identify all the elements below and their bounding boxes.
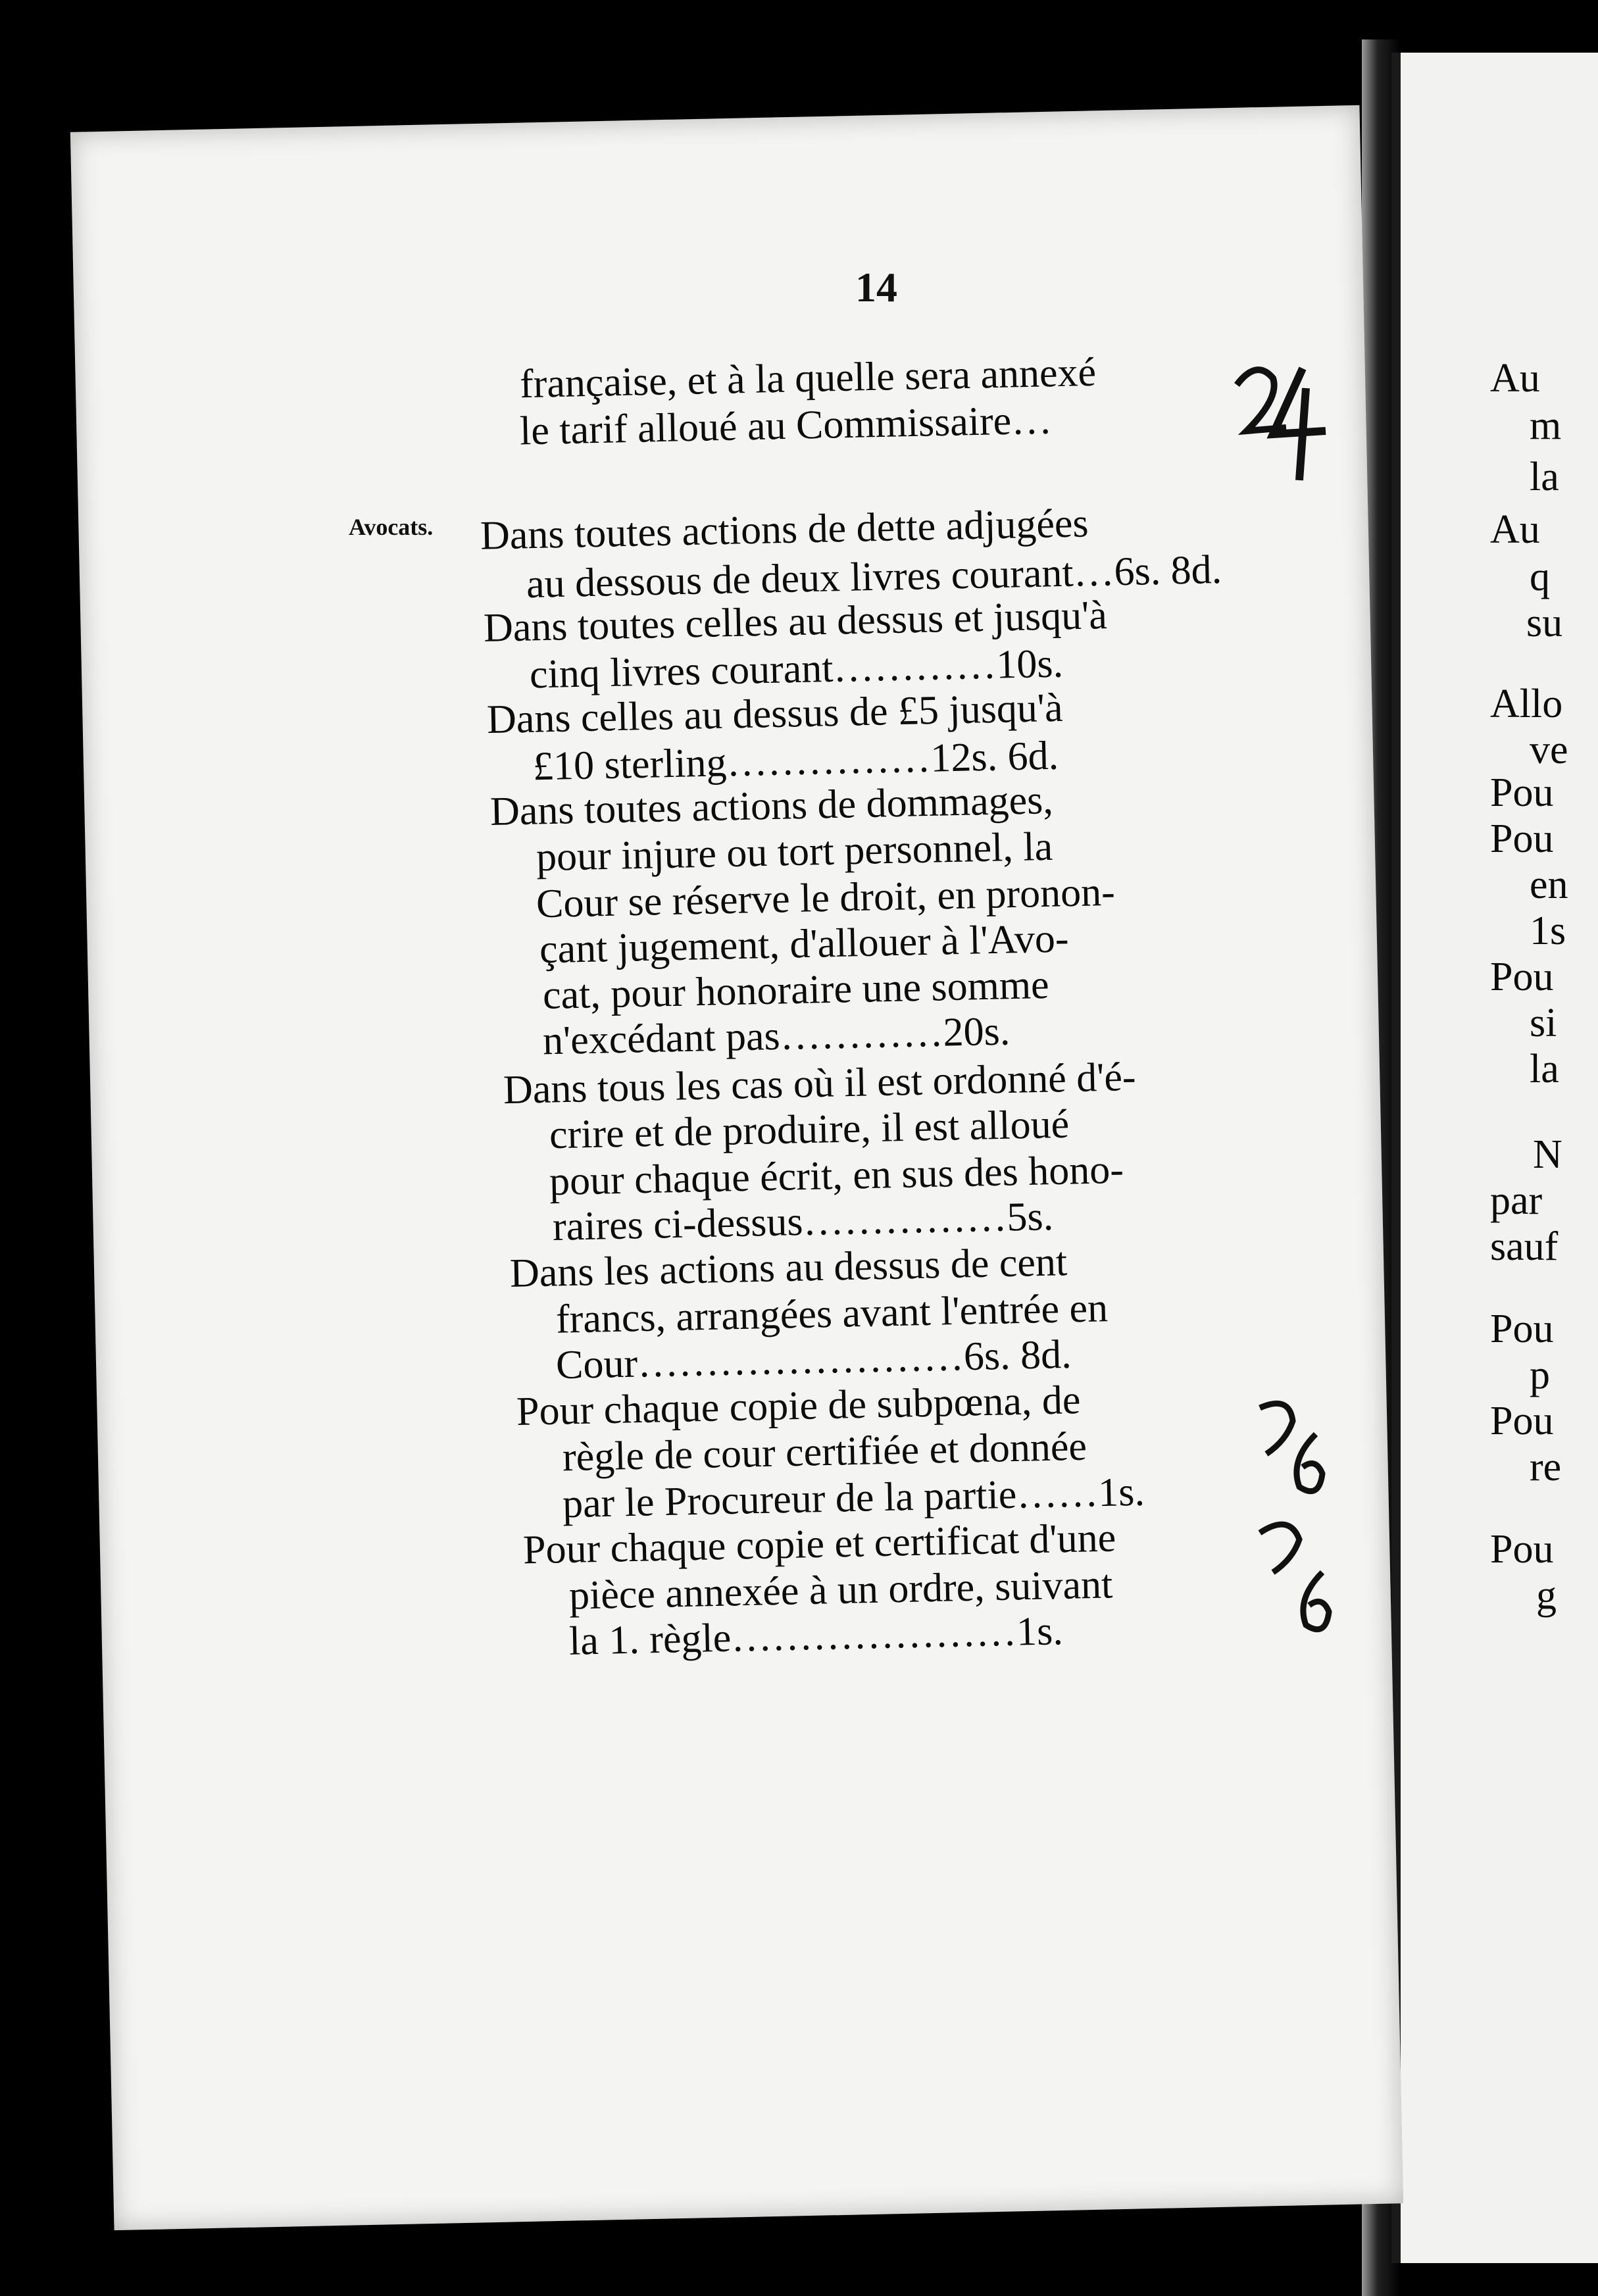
facing-page-text: Pou (1490, 1307, 1554, 1351)
text-line: çant jugement, d'allouer à l'Avo- (539, 916, 1070, 972)
text-line: n'excédant pas…………20s. (542, 1009, 1011, 1064)
text-line: Dans celles au dessus de £5 jusqu'à (486, 685, 1064, 743)
facing-page-text: Allo (1490, 682, 1563, 726)
text-line: la 1. règle…………………1s. (568, 1609, 1064, 1664)
facing-page-text: ve (1530, 728, 1568, 772)
text-line: au dessous de deux livres courant…6s. 8d. (526, 547, 1222, 607)
text-line: pièce annexée à un ordre, suivant (568, 1562, 1113, 1618)
text-line: par le Procureur de la partie……1s. (562, 1469, 1145, 1527)
text-line: Cour se réserve le droit, en pronon- (536, 869, 1116, 927)
text-line: Dans toutes celles au dessus et jusqu'à (483, 593, 1108, 651)
facing-page-text: re (1530, 1445, 1562, 1489)
text-line: Dans toutes actions de dette adjugées (480, 501, 1089, 559)
text-line: francs, arrangées avant l'entrée en (555, 1285, 1109, 1342)
handwritten-mark (1273, 368, 1326, 480)
facing-page-text: Pou (1490, 816, 1554, 861)
text-line: pour injure ou tort personnel, la (536, 824, 1053, 880)
facing-page-text: si (1530, 1001, 1557, 1045)
text-line: raires ci-dessus……………5s. (552, 1194, 1054, 1249)
text-line: Pour chaque copie et certificat d'une (522, 1515, 1116, 1573)
text-line: le tarif alloué au Commissaire… (519, 397, 1053, 454)
handwritten-mark (1260, 1524, 1299, 1572)
text-line: Dans tous les cas où il est ordonné d'é- (503, 1054, 1137, 1113)
facing-page-text: g (1536, 1573, 1557, 1618)
handwritten-mark (1297, 1434, 1322, 1491)
facing-page-text: Pou (1490, 955, 1554, 999)
facing-page-text: q (1530, 555, 1550, 599)
text-line: Dans les actions au dessus de cent (509, 1239, 1068, 1296)
facing-page-text: Pou (1490, 1527, 1554, 1572)
facing-page-text: 1s (1530, 909, 1566, 953)
page-number: 14 (855, 264, 897, 311)
text-line: crire et de produire, il est alloué (549, 1101, 1070, 1158)
text-line: règle de cour certifiée et donnée (562, 1424, 1087, 1480)
margin-note: Avocats. (349, 514, 434, 540)
facing-page-text: en (1530, 862, 1568, 907)
handwritten-mark (1303, 1572, 1329, 1630)
facing-page-text: p (1530, 1353, 1550, 1397)
text-line: pour chaque écrit, en sus des hono- (549, 1147, 1124, 1205)
facing-page-text: N (1533, 1132, 1562, 1177)
facing-page-text: m (1530, 403, 1562, 448)
text-line: £10 sterling……………12s. 6d. (532, 733, 1059, 789)
text-line: Dans toutes actions de dommages, (489, 778, 1054, 834)
text-line: Cour……………………6s. 8d. (555, 1332, 1072, 1388)
facing-page-text: Pou (1490, 1399, 1554, 1443)
facing-page-text: la (1530, 455, 1559, 499)
facing-page-text: sauf (1490, 1224, 1559, 1269)
facing-page-text: la (1530, 1047, 1559, 1091)
facing-page-text: su (1526, 601, 1563, 645)
facing-page-text: Pou (1490, 770, 1554, 815)
facing-page-text: Au (1490, 356, 1540, 401)
text-line: cat, pour honoraire une somme (542, 962, 1050, 1018)
handwritten-mark (1260, 1403, 1293, 1454)
facing-page-text: par (1490, 1178, 1543, 1223)
facing-page-text: Au (1490, 507, 1540, 552)
text-line: Pour chaque copie de subpœna, de (516, 1378, 1082, 1434)
text-line: française, et à la quelle sera annexé (519, 349, 1097, 407)
text-line: cinq livres courant…………10s. (529, 641, 1064, 697)
